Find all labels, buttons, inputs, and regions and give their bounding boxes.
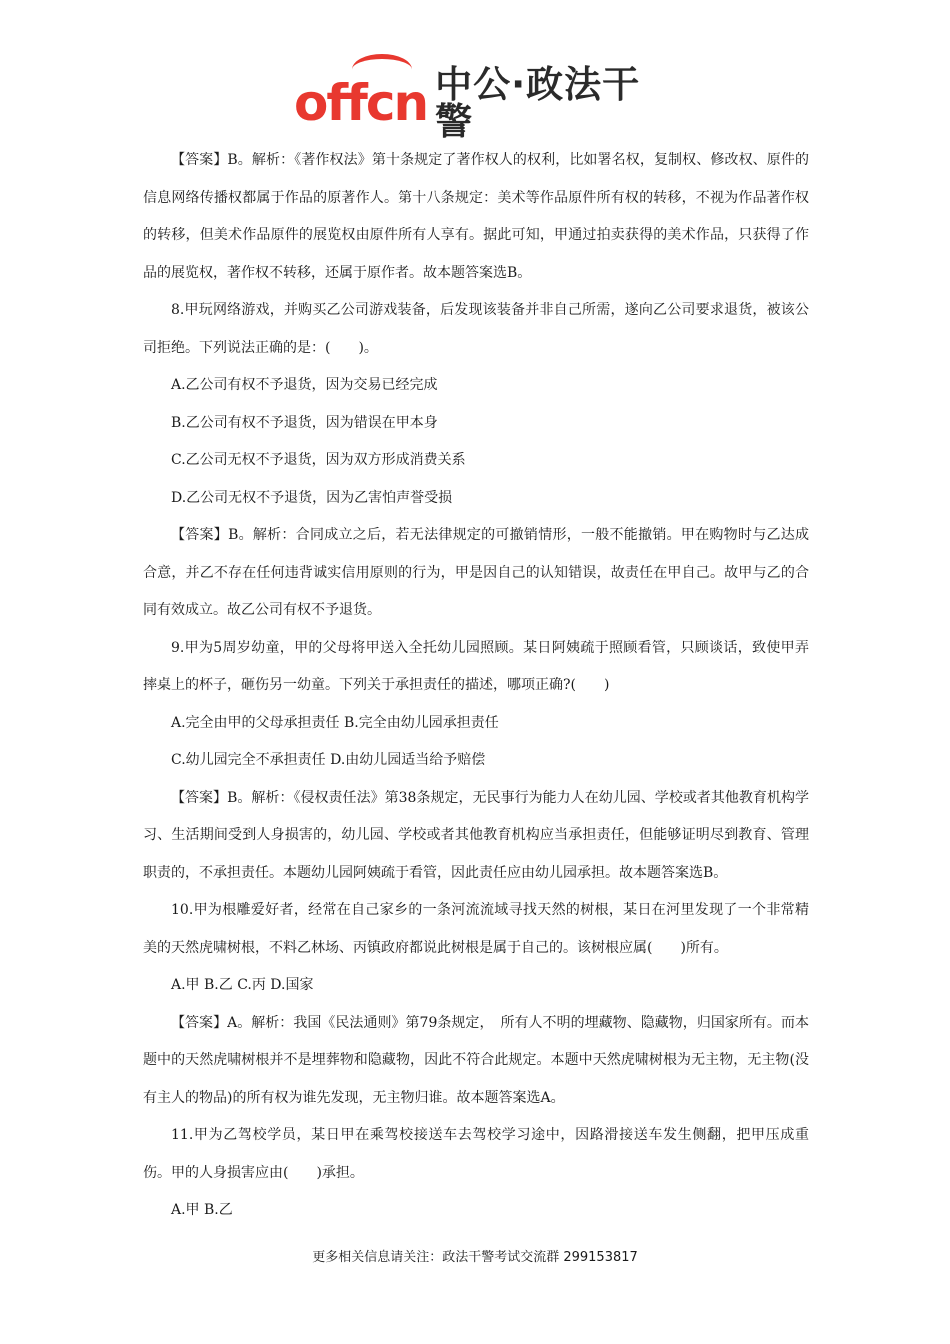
- answer-10: 【答案】A。解析：我国《民法通则》第79条规定， 所有人不明的埋藏物、隐藏物，归国家所有。而本题中的天然虎啸树根并不是埋葬物和隐藏物，因此不符合此规定。本题中天然虎啸树根为无主物，无主物(没有主人的物品)的所有权为谁先发现，无主物归谁。故本题答案选A。: [143, 1014, 809, 1106]
- question-9: 9.甲为5周岁幼童，甲的父母将甲送入全托幼儿园照顾。某日阿姨疏于照顾看管，只顾谈话，致使甲弄摔桌上的杯子，砸伤另一幼童。下列关于承担责任的描述，哪项正确?( ): [143, 639, 809, 693]
- options-9ab: A.完全由甲的父母承担责任 B.完全由幼儿园承担责任: [171, 714, 499, 731]
- question-10: 10.甲为根雕爱好者，经常在自己家乡的一条河流流域寻找天然的树根，某日在河里发现了一个非常精美的天然虎啸树根，不料乙林场、丙镇政府都说此树根是属于自己的。该树根应属( )所有。: [143, 902, 809, 956]
- options-11: A.甲 B.乙: [171, 1202, 233, 1218]
- logo-brand-text: offcn: [294, 74, 428, 132]
- offcn-logo: [294, 63, 656, 143]
- answer-8: 【答案】B。解析：合同成立之后，若无法律规定的可撤销情形，一般不能撤销。甲在购物时与乙达成合意，并乙不存在任何违背诚实信用原则的行为，甲是因自己的认知错误，故责任在甲自己。故甲与乙的合同有效成立。故乙公司有权不予退货。: [143, 527, 809, 618]
- option-8a: A.乙公司有权不予退货，因为交易已经完成: [171, 377, 438, 393]
- options-10: A.甲 B.乙 C.丙 D.国家: [171, 977, 314, 993]
- option-8b: B.乙公司有权不予退货，因为错误在甲本身: [171, 414, 438, 431]
- options-9cd: C.幼儿园完全不承担责任 D.由幼儿园适当给予赔偿: [171, 752, 486, 768]
- option-8c: C.乙公司无权不予退货，因为双方形成消费关系: [171, 452, 466, 468]
- logo-arc-icon: [352, 54, 412, 85]
- page-footer: 更多相关信息请关注：政法干警考试交流群 299153817: [312, 1250, 638, 1265]
- document-body: [143, 142, 809, 1230]
- answer-9: 【答案】B。解析：《侵权责任法》第38条规定，无民事行为能力人在幼儿园、学校或者其他教育机构学习、生活期间受到人身损害的，幼儿园、学校或者其他教育机构应当承担责任，但能够证明尽到教育、管理职责的，不承担责任。本题幼儿园阿姨疏于看管，因此责任应由幼儿园承担。故本题答案选B。: [143, 789, 809, 881]
- question-8: 8.甲玩网络游戏，并购买乙公司游戏装备，后发现该装备并非自己所需，遂向乙公司要求退货，被该公司拒绝。下列说法正确的是：( )。: [143, 302, 809, 356]
- option-8d: D.乙公司无权不予退货，因为乙害怕声誉受损: [171, 489, 453, 506]
- logo-cn-text: 中公·政法干警: [435, 63, 641, 143]
- question-11: 11.甲为乙驾校学员，某日甲在乘驾校接送车去驾校学习途中，因路滑接送车发生侧翻，把甲压成重伤。甲的人身损害应由( )承担。: [143, 1127, 809, 1181]
- answer-paragraph: 【答案】B。解析：《著作权法》第十条规定了著作权人的权利，比如署名权，复制权、修改权、原件的信息网络传播权都属于作品的原著作人。第十八条规定：美术等作品原件所有权的转移，不视为作品著作权的转移，但美术作品原件的展览权由原件所有人享有。据此可知，甲通过拍卖获得的美术作品，只获得了作品的展览权，著作权不转移，还属于原作者。故本题答案选B。: [143, 152, 809, 281]
